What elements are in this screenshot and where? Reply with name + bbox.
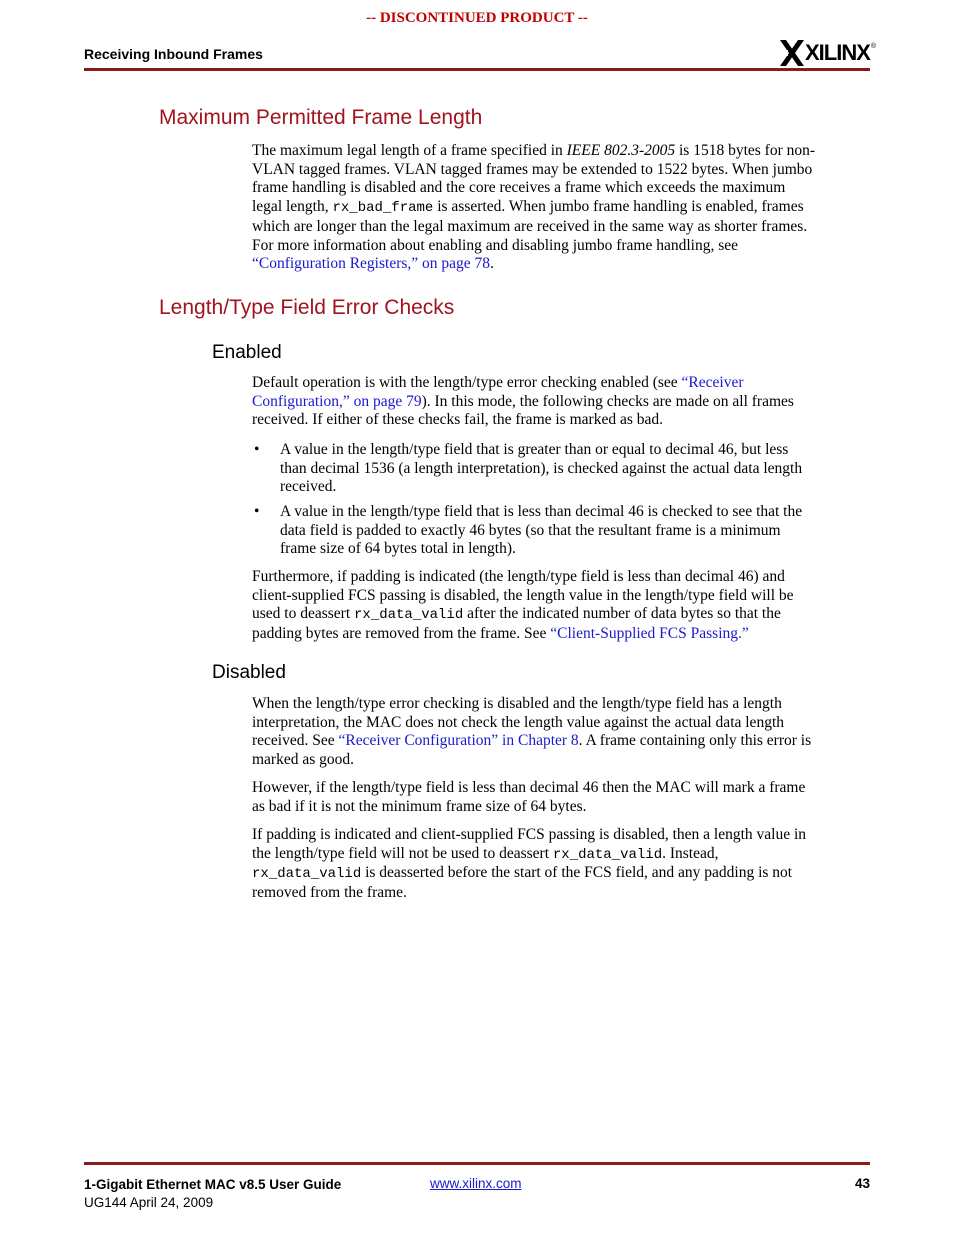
text-line: frame size of 64 bytes total in length). xyxy=(280,540,516,558)
text-line: For more information about enabling and disabling jumbo frame handling, see xyxy=(252,236,738,254)
text-line: than decimal 1536 (a length interpretation), is checked against the actual data length xyxy=(280,459,803,477)
text: used to deassert xyxy=(252,605,355,623)
text: legal length, xyxy=(252,198,333,216)
text-line: Furthermore, if padding is indicated (the length/type field is less than decimal 46) and xyxy=(252,568,785,585)
footer-doc-info xyxy=(84,1176,341,1212)
bullet-item xyxy=(280,441,870,497)
signal-name: rx_data_valid xyxy=(354,607,464,624)
text: received. See xyxy=(252,732,339,750)
footer-rule xyxy=(84,1162,870,1165)
text-line: A value in the length/type field that is greater than or equal to decimal 46, but less xyxy=(280,441,789,458)
link-receiver-configuration-chapter8[interactable]: “Receiver Configuration” in Chapter 8 xyxy=(338,732,579,750)
text-line: When the length/type error checking is disabled and the length/type field has a length xyxy=(252,695,782,712)
section-heading-length-type-checks: Length/Type Field Error Checks xyxy=(159,296,455,319)
text-line: frame handling is disabled and the core receives a frame which exceeds the maximum xyxy=(252,179,786,197)
text-line: which are longer than the legal maximum are received in the same way as shorter frames. xyxy=(252,217,808,235)
text-line: If padding is indicated and client-supplied FCS passing is disabled, then a length value in xyxy=(252,826,807,843)
xilinx-logo xyxy=(780,40,876,66)
text-line: marked as good. xyxy=(252,751,355,769)
link-client-supplied-fcs[interactable]: “Client-Supplied FCS Passing.” xyxy=(550,625,749,643)
standard-name: IEEE 802.3-2005 xyxy=(566,142,676,159)
subheading-enabled: Enabled xyxy=(212,342,282,363)
text: is asserted. When jumbo frame handling is enabled, frames xyxy=(433,198,804,216)
text: is deasserted before the start of the FCS field, and any padding is not xyxy=(361,864,793,882)
text: . Instead, xyxy=(662,844,719,862)
bullet-item xyxy=(280,503,870,559)
discontinued-banner: -- DISCONTINUED PRODUCT -- xyxy=(366,10,588,26)
xilinx-x-mark-icon xyxy=(780,40,804,66)
signal-name: rx_data_valid xyxy=(252,866,362,883)
footer-url-link[interactable]: www.xilinx.com xyxy=(430,1176,522,1191)
link-receiver-configuration[interactable]: “Receiver xyxy=(681,374,744,391)
paragraph-enabled-intro xyxy=(252,374,870,430)
text: . A frame containing only this error is xyxy=(578,732,812,750)
text: the length/type field will not be used to deassert xyxy=(252,844,553,862)
paragraph-padding xyxy=(252,568,870,644)
signal-name: rx_bad_frame xyxy=(332,200,434,217)
text-line: data field is padded to exactly 46 bytes (so that the resultant frame is a minimum xyxy=(280,521,781,539)
footer-doc-id: UG144 April 24, 2009 xyxy=(84,1195,214,1210)
text-line: interpretation, the MAC does not check the length value against the actual data length xyxy=(252,713,784,731)
bullet-dot: • xyxy=(254,503,260,520)
link-receiver-configuration-cont[interactable]: Configuration,” on page 79 xyxy=(252,392,422,410)
paragraph-disabled-intro xyxy=(252,695,870,770)
paragraph-deassert xyxy=(252,826,870,903)
footer-guide-title: 1-Gigabit Ethernet MAC v8.5 User Guide xyxy=(84,1177,342,1192)
page-number: 43 xyxy=(854,1176,870,1191)
text: ). In this mode, the following checks are made on all frames xyxy=(421,392,794,410)
signal-name: rx_data_valid xyxy=(552,846,663,863)
bullet-dot: • xyxy=(254,441,260,458)
running-head: Receiving Inbound Frames xyxy=(84,46,263,62)
text-line: received. If either of these checks fail, the frame is marked as bad. xyxy=(252,411,663,429)
text-line: A value in the length/type field that is less than decimal 46 is checked to see that the xyxy=(280,503,803,520)
text-line: as bad if it is not the minimum frame size of 64 bytes. xyxy=(252,797,587,815)
text-line: VLAN tagged frames. VLAN tagged frames may be extended to 1522 bytes. When jumbo xyxy=(252,160,813,178)
header-rule xyxy=(84,68,870,71)
text: is 1518 bytes for non- xyxy=(675,142,816,159)
text: after the indicated number of data bytes so that the xyxy=(463,605,781,623)
text: . xyxy=(490,255,494,273)
section-heading-max-frame-length: Maximum Permitted Frame Length xyxy=(159,106,483,129)
text-line: received. xyxy=(280,478,337,496)
text-line: removed from the frame. xyxy=(252,884,407,902)
logo-text: XILINX xyxy=(805,40,870,65)
text-line: client-supplied FCS passing is disabled, the length value in the length/type field will be xyxy=(252,586,794,604)
link-configuration-registers[interactable]: “Configuration Registers,” on page 78 xyxy=(252,255,491,273)
subheading-disabled: Disabled xyxy=(212,662,286,683)
paragraph-max-frame-length xyxy=(252,142,870,274)
registered-mark: ® xyxy=(870,42,877,50)
text: Default operation is with the length/type error checking enabled (see xyxy=(252,374,682,391)
text-line: However, if the length/type field is less than decimal 46 then the MAC will mark a frame xyxy=(252,779,806,796)
text: padding bytes are removed from the frame. See xyxy=(252,625,551,643)
paragraph-min-frame xyxy=(252,779,870,816)
text: The maximum legal length of a frame specified in xyxy=(252,142,567,159)
